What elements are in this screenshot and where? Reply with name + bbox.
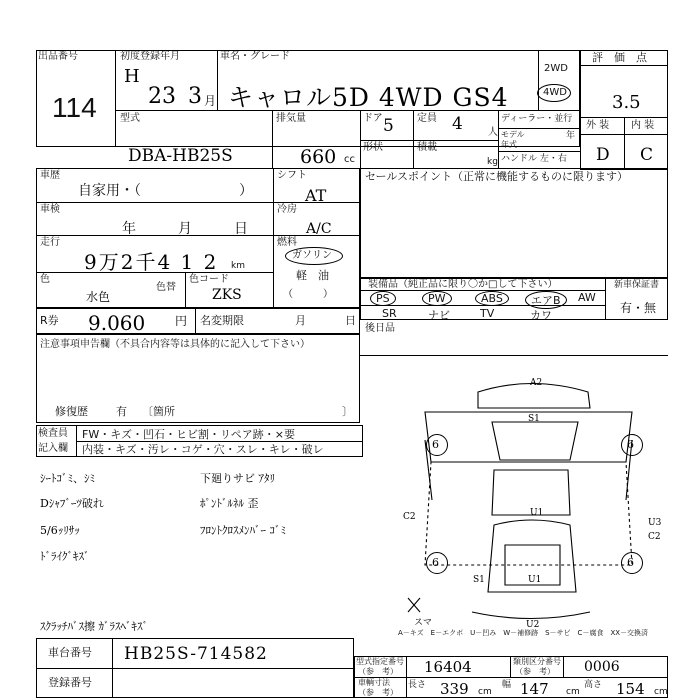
divider [115, 110, 580, 111]
displacement-unit: cc [344, 154, 355, 165]
divider [36, 235, 360, 236]
model-year-label-2: 年式 [501, 140, 517, 149]
shape-label: 形状 [363, 142, 383, 153]
divider [195, 308, 196, 334]
first-reg-era: H [124, 66, 140, 87]
damage-mark: スマ [414, 618, 432, 628]
damage-mark: A2 [530, 378, 543, 388]
drive-4wd: 4WD [543, 87, 567, 98]
drive-2wd: 2WD [544, 63, 568, 74]
damage-mark: U3 [648, 518, 662, 528]
divider [36, 668, 354, 669]
divider [413, 110, 414, 168]
yen: 円 [175, 314, 188, 328]
mileage-label: 走行 [40, 237, 60, 248]
comment-right: 下廻りサビ ｱﾀﾘ [200, 472, 275, 485]
damage-mark: S1 [528, 414, 540, 424]
exterior-label: 外 装 [586, 120, 610, 131]
equipment-item: エアB [525, 291, 567, 309]
inspection-value: 年 月 日 [122, 221, 248, 237]
displacement-value: 660 [300, 146, 337, 168]
width-label: 幅 [502, 680, 512, 690]
repair-label: 修復歴 [55, 405, 88, 418]
dims-sub: （参 考） [358, 688, 398, 697]
seat-label: 後日品 [365, 323, 395, 334]
handle-label: ハンドル 左・右 [501, 154, 567, 164]
equip-label: 装備品（純正品に限り〇か□して下さい） [368, 279, 558, 290]
bottom-note: ｽｸﾗｯﾁﾊﾞｽ擦 ｶﾞﾗｽﾍﾞｷｽﾞ [40, 620, 148, 633]
aircon-value: A/C [306, 221, 332, 237]
divider [498, 110, 499, 168]
inspector-row-1: FW・キズ・凹石・ヒビ割・リペア跡・×要 [82, 428, 295, 441]
comment-right: ﾌﾛﾝﾄｸﾛｽﾒﾝﾊﾞｰ ｺﾞﾐ [200, 524, 286, 537]
divider [217, 50, 218, 110]
load-unit: kg [487, 157, 498, 167]
width-value: 147 [520, 680, 549, 698]
location-label: 〔箇所 [142, 405, 175, 418]
sales-box [360, 168, 668, 278]
model-year-label-1: モデル [501, 130, 525, 139]
doors-value: 5 [383, 116, 394, 136]
doors-label: ドア [363, 113, 383, 124]
cat-sub: （参 考） [515, 667, 555, 676]
cat-value: 0006 [584, 659, 620, 675]
height-label: 高さ [584, 680, 603, 690]
divider [360, 140, 498, 141]
dims-label: 車輌寸法 [358, 678, 390, 687]
damage-mark: 6 [627, 438, 634, 451]
divider [624, 117, 625, 170]
height-unit: cm [654, 687, 668, 697]
equipment-item: AW [578, 291, 596, 304]
divider [360, 355, 668, 356]
name-label: 車名・グレード [220, 51, 290, 62]
shift-value: AT [305, 186, 327, 205]
exterior-value: D [596, 145, 610, 165]
capacity-label: 定員 [417, 113, 437, 124]
caution-label: 注意事項申告欄（不具合内容等は具体的に記入して下さい） [40, 339, 310, 350]
damage-mark: 6 [432, 556, 439, 569]
reg-label: 登録番号 [48, 676, 92, 689]
history-label: 車歴 [40, 170, 60, 181]
divider [605, 278, 606, 320]
fuel-gasoline: ガソリン [292, 250, 332, 261]
dealer-label: ディーラー・並行 [501, 114, 573, 124]
first-reg-label: 初度登録年月 [120, 51, 180, 62]
equipment-item: TV [480, 307, 495, 320]
damage-mark: U1 [528, 575, 542, 585]
divider [360, 110, 361, 168]
divider [273, 168, 274, 308]
day: 日 [345, 314, 356, 327]
model-label: 型式 [120, 113, 140, 124]
first-reg-month: 3 [188, 84, 202, 109]
divider [36, 272, 273, 273]
width-unit: cm [566, 687, 580, 697]
mileage-value: 9万2千4 1 2 [84, 250, 219, 274]
model-value: DBA-HB25S [128, 146, 233, 166]
type-value: 16404 [424, 658, 472, 676]
mileage-unit: km [231, 261, 245, 271]
color-label: 色 [40, 274, 50, 285]
divider [76, 441, 363, 442]
name-value: キャロル5D 4WD GS4 [228, 83, 509, 112]
sales-point-label: セールスポイント（正常に機能するものに限ります） [365, 170, 629, 183]
color-value: 水色 [86, 290, 111, 304]
divider [510, 656, 511, 677]
equipment-item: ABS [475, 291, 509, 306]
recycle-box [36, 308, 360, 334]
divider [498, 151, 580, 152]
comment-left: ﾄﾞﾗｲｸﾞｷｽﾞ [40, 550, 90, 563]
capacity-value: 4 [452, 114, 463, 134]
aircon-label: 冷房 [277, 204, 297, 215]
length-value: 339 [440, 680, 469, 698]
shift-label: シフト [277, 170, 307, 181]
model-year-unit: 年 [566, 131, 576, 141]
divider [580, 134, 668, 135]
fuel-other: （ ） [283, 289, 333, 300]
damage-mark: C2 [403, 512, 416, 522]
damage-mark: U2 [526, 620, 540, 630]
divider [360, 305, 605, 306]
r-value: 9.060 [88, 311, 146, 335]
repair-value: 有 [116, 405, 127, 418]
expiry-label: 名変期限 [200, 314, 244, 327]
divider [36, 202, 360, 203]
lot-number: 114 [52, 92, 97, 123]
damage-mark: 6 [432, 438, 439, 451]
warranty-label: 新車保証書 [614, 280, 660, 290]
equipment-item: SR [382, 307, 397, 320]
equipment-item: カワ [530, 309, 552, 322]
equipment-item: PS [370, 291, 396, 306]
inspector-label-2: 記入欄 [38, 443, 68, 454]
chassis-value: HB25S-714582 [124, 644, 268, 664]
type-label: 型式指定番号 [356, 657, 404, 666]
equipment-item: PW [422, 291, 452, 306]
height-value: 154 [616, 680, 645, 698]
inspector-label-1: 検査員 [38, 428, 68, 439]
length-unit: cm [478, 687, 492, 697]
comment-left: ｼｰﾄｺﾞﾐ、ｼﾐ [40, 472, 95, 485]
r-label: R券 [40, 314, 59, 327]
displacement-label: 排気量 [276, 113, 306, 124]
divider [360, 290, 605, 291]
first-reg-month-unit: 月 [204, 94, 217, 108]
load-label: 積載 [417, 142, 437, 153]
divider [538, 50, 539, 110]
type-sub: （参 考） [358, 667, 398, 676]
fuel-diesel: 軽 油 [296, 269, 329, 282]
history-value: 自家用・（ ） [78, 183, 253, 199]
lot-label: 出品番号 [38, 51, 78, 62]
color-code-value: ZKS [212, 287, 242, 303]
color-code-label: 色コード [189, 274, 229, 285]
equipment-item: ナビ [428, 309, 450, 322]
divider [498, 128, 580, 129]
fuel-label: 燃料 [277, 237, 297, 248]
cat-label: 類別区分番号 [513, 657, 561, 666]
first-reg-year: 23 [148, 84, 176, 109]
diagram-legend: A－キズ E－エクボ U－凹み W－補修跡 S－サビ C－腐食 XX－交換済 [398, 629, 649, 637]
interior-label: 内 装 [631, 120, 655, 131]
warranty-value: 有・無 [620, 301, 657, 315]
capacity-unit: 人 [488, 127, 498, 138]
month: 月 [295, 314, 306, 327]
interior-value: C [640, 145, 654, 165]
divider [185, 272, 186, 308]
color-change-label: 色替 [156, 282, 176, 293]
inspector-row-2: 内装・キズ・汚レ・コゲ・穴・スレ・キレ・破レ [82, 443, 324, 456]
damage-mark: 6 [627, 556, 634, 569]
location-close: 〕 [342, 405, 353, 418]
damage-mark: C2 [648, 532, 661, 542]
damage-mark: S1 [473, 575, 485, 585]
length-label: 長さ [408, 680, 427, 690]
chassis-label: 車台番号 [48, 646, 92, 659]
inspection-label: 車検 [40, 204, 60, 215]
divider [563, 656, 564, 677]
divider [354, 677, 668, 678]
divider [406, 656, 407, 698]
comment-right: ﾎﾟﾝﾄﾞﾙﾈﾙ 歪 [200, 497, 259, 510]
score-value: 3.5 [612, 92, 641, 113]
damage-mark: U1 [530, 508, 544, 518]
comment-left: Dｼｬﾌﾞｰﾂ破れ [40, 497, 104, 510]
divider [272, 110, 273, 168]
score-label: 評 価 点 [592, 51, 647, 64]
divider [580, 65, 668, 66]
comment-left: 5/6ｯﾘｻｯ [40, 524, 80, 537]
